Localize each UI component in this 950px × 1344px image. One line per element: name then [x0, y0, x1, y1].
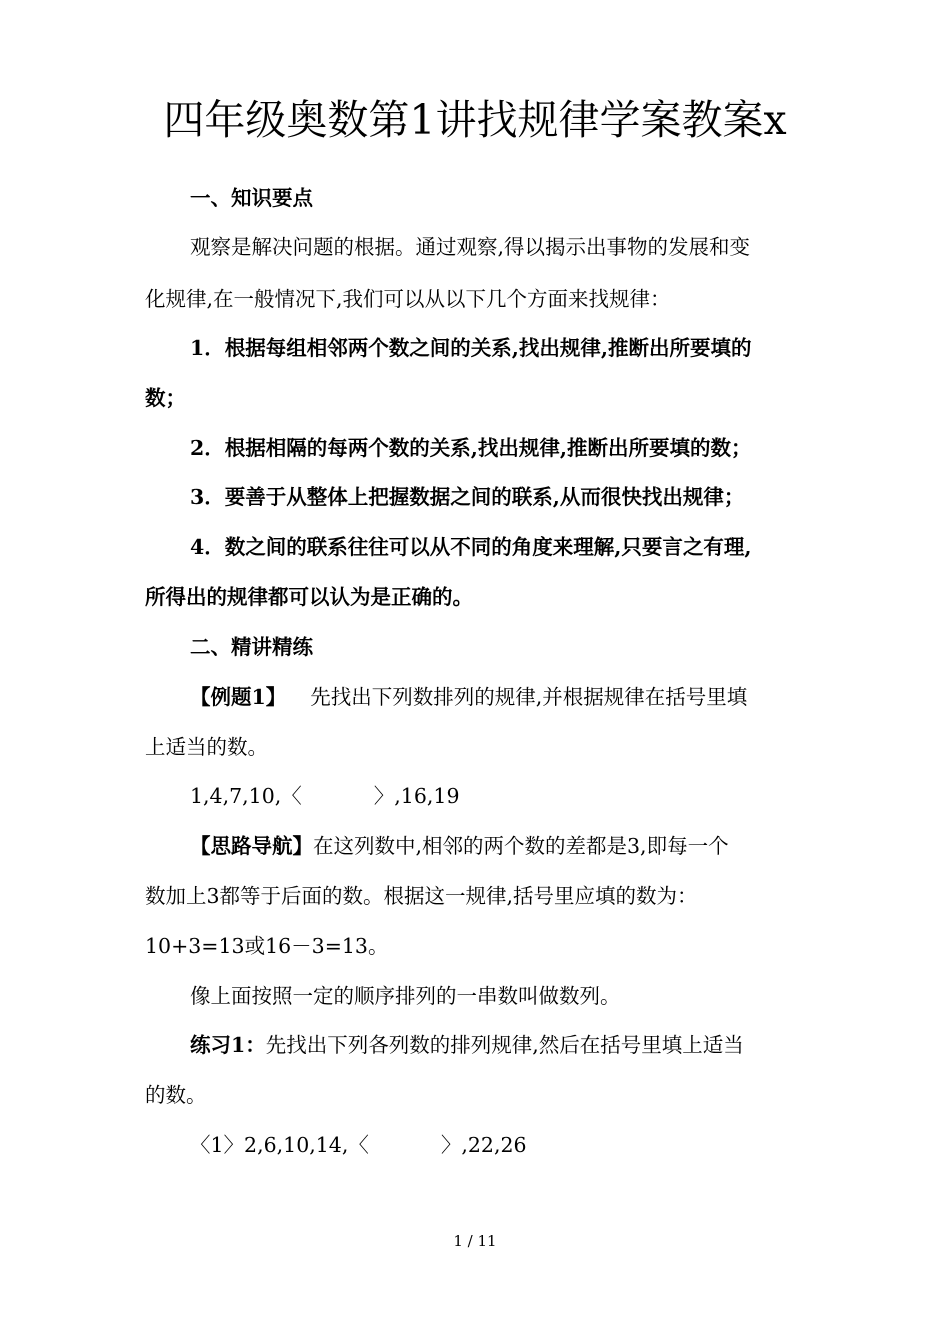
exercise-1-item-1 — [190, 1131, 527, 1159]
example-1-line-2: 上适当的数。 — [145, 735, 268, 759]
guide-text: 在这列数中,相邻的两个数的差都是3,即每一个 — [313, 834, 729, 858]
guide-line-3: 10+3=13或16－3=13。 — [145, 934, 389, 958]
guide-label: 【思路导航】 — [190, 834, 313, 858]
example-1-text: 先找出下列数排列的规律,并根据规律在括号里填 — [310, 685, 748, 709]
example-1-line-1 — [190, 683, 747, 711]
sequence-definition-note: 像上面按照一定的顺序排列的一串数叫做数列。 — [190, 984, 621, 1008]
guide-line-2: 数加上3都等于后面的数。根据这一规律,括号里应填的数为： — [145, 884, 698, 908]
example-1-sequence — [190, 782, 460, 810]
exercise-1-line-2: 的数。 — [145, 1083, 207, 1107]
example-1-label: 【例题1】 — [190, 685, 287, 709]
point-4-line-2: 所得出的规律都可以认为是正确的。 — [145, 585, 473, 609]
exercise-1-label: 练习1： — [190, 1033, 266, 1057]
example-1-sequence-end: 〉,16,19 — [373, 784, 460, 808]
example-1-sequence-start: 1,4,7,10,〈 — [190, 784, 302, 808]
page-title: 四年级奥数第1讲找规律学案教案x — [163, 96, 787, 144]
exercise-1-text: 先找出下列各列数的排列规律,然后在括号里填上适当 — [265, 1033, 744, 1057]
point-4-line-1: 4．数之间的联系往往可以从不同的角度来理解,只要言之有理, — [190, 535, 752, 559]
exercise-1-item-1-start: 〈1〉2,6,10,14,〈 — [190, 1133, 369, 1157]
guide-line-1 — [190, 832, 729, 860]
section-heading-practice: 二、精讲精练 — [190, 635, 313, 659]
section-heading-knowledge: 一、知识要点 — [190, 186, 313, 210]
point-2: 2．根据相隔的每两个数的关系,找出规律,推断出所要填的数； — [190, 436, 752, 460]
exercise-1-line-1 — [190, 1031, 744, 1059]
point-3: 3．要善于从整体上把握数据之间的联系,从而很快找出规律； — [190, 485, 745, 509]
point-1-line-2: 数； — [145, 386, 186, 410]
intro-line-2: 化规律,在一般情况下,我们可以从以下几个方面来找规律： — [145, 287, 671, 311]
page-number: 1 / 11 — [453, 1232, 497, 1250]
intro-line-1: 观察是解决问题的根据。通过观察,得以揭示出事物的发展和变 — [190, 235, 751, 259]
point-1-line-1: 1．根据每组相邻两个数之间的关系,找出规律,推断出所要填的 — [190, 336, 752, 360]
exercise-1-item-1-end: 〉,22,26 — [440, 1133, 527, 1157]
